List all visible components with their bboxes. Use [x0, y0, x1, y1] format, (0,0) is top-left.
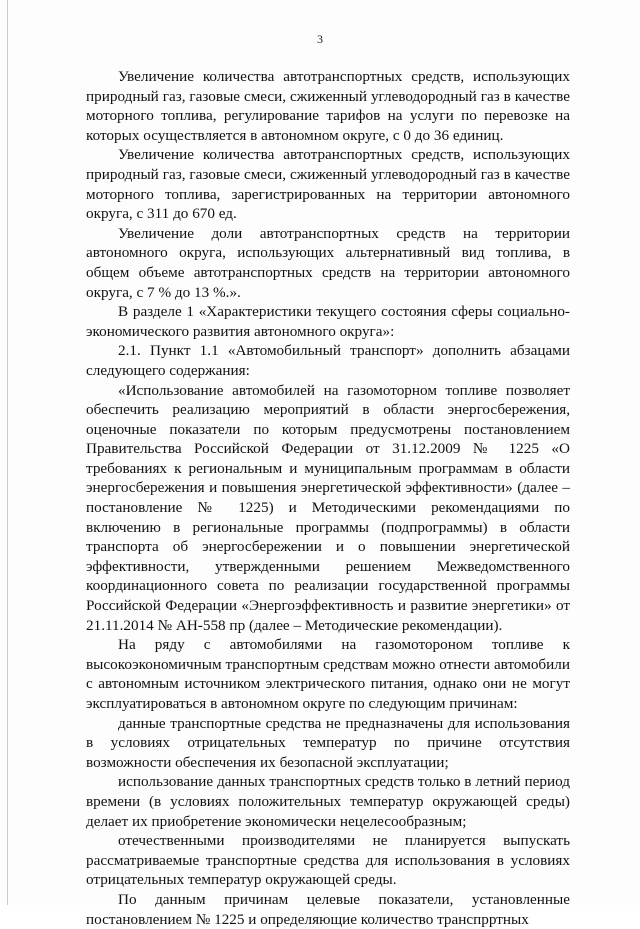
paragraph-3: Увеличение доли автотранспортных средств на территории автономного округа, использующих альтернативный вид топлива, в общем объеме автотранспортных средств на территории автономного округа, с 7 % до 13 %.».	[86, 224, 570, 301]
paragraph-1: Увеличение количества автотранспортных средств, использующих природный газ, газовые смеси, сжиженный углеводородный газ в качестве моторного топлива, регулирование тарифов на услуги по перевозке на которых осуществляется в автономном округе, с 0 до 36 единиц.	[86, 68, 570, 144]
paragraph-4: В разделе 1 «Характеристики текущего состояния сферы социально-экономического развития автономного округа»:	[86, 303, 570, 340]
document-body	[86, 67, 570, 929]
paragraph-2: Увеличение количества автотранспортных средств, использующих природный газ, газовые смеси, сжиженный углеводородный газ в качестве моторного топлива, зарегистрированных на территории автономного округа, с 311 до 670 ед.	[86, 146, 570, 223]
paragraph-10: отечественными производителями не планируется выпускать рассматриваемые транспортные средства для использования в условиях отрицательных температур окружающей среды.	[86, 832, 570, 889]
page-number: 3	[317, 32, 323, 46]
paragraph-9: использование данных транспортных средств только в летний период времени (в условиях положительных температур окружающей среды) делает их приобретение экономически нецелесообразным;	[86, 773, 570, 830]
paragraph-11: По данным причинам целевые показатели, установленные постановлением № 1225 и определяющие количество транспрртных	[86, 890, 570, 928]
page-left-border	[7, 0, 8, 905]
paragraph-7: На ряду с автомобилями на газомотороном топливе к высокоэкономичным транспортным средствам можно отнести автомобили с автономным источником электрического питания, однако они не могут эксплуатироваться в автономном округе по следующим причинам:	[86, 636, 570, 712]
paragraph-5: 2.1. Пункт 1.1 «Автомобильный транспорт» дополнить абзацами следующего содержания:	[86, 342, 570, 379]
paragraph-8: данные транспортные средства не предназначены для использования в условиях отрицательных температур по причине отсутствия возможности обеспечения их безопасной эксплуатации;	[86, 714, 570, 771]
paragraph-6: «Использование автомобилей на газомоторном топливе позволяет обеспечить реализацию мероприятий в области энергосбережения, оценочные показатели по которым предусмотрены постановлением Правительства Российской Федерации от 31.12.2009 № 1225 «О требованиях к региональным и муниципальным программам в области энергосбережения и повышения энергетической эффективности» (далее – постановление № 1225) и Методическими рекомендациями по включению в региональные программы (подпрограммы) в области транспорта об энергосбережении и о повышении энергетической эффективности, утвержденными решением Межведомственного координационного совета по реализации государственной программы Российской Федерации «Энергоэффективность и развитие энергетики» от 21.11.2014 № АН-558 пр (далее – Методические рекомендации).	[86, 381, 570, 634]
